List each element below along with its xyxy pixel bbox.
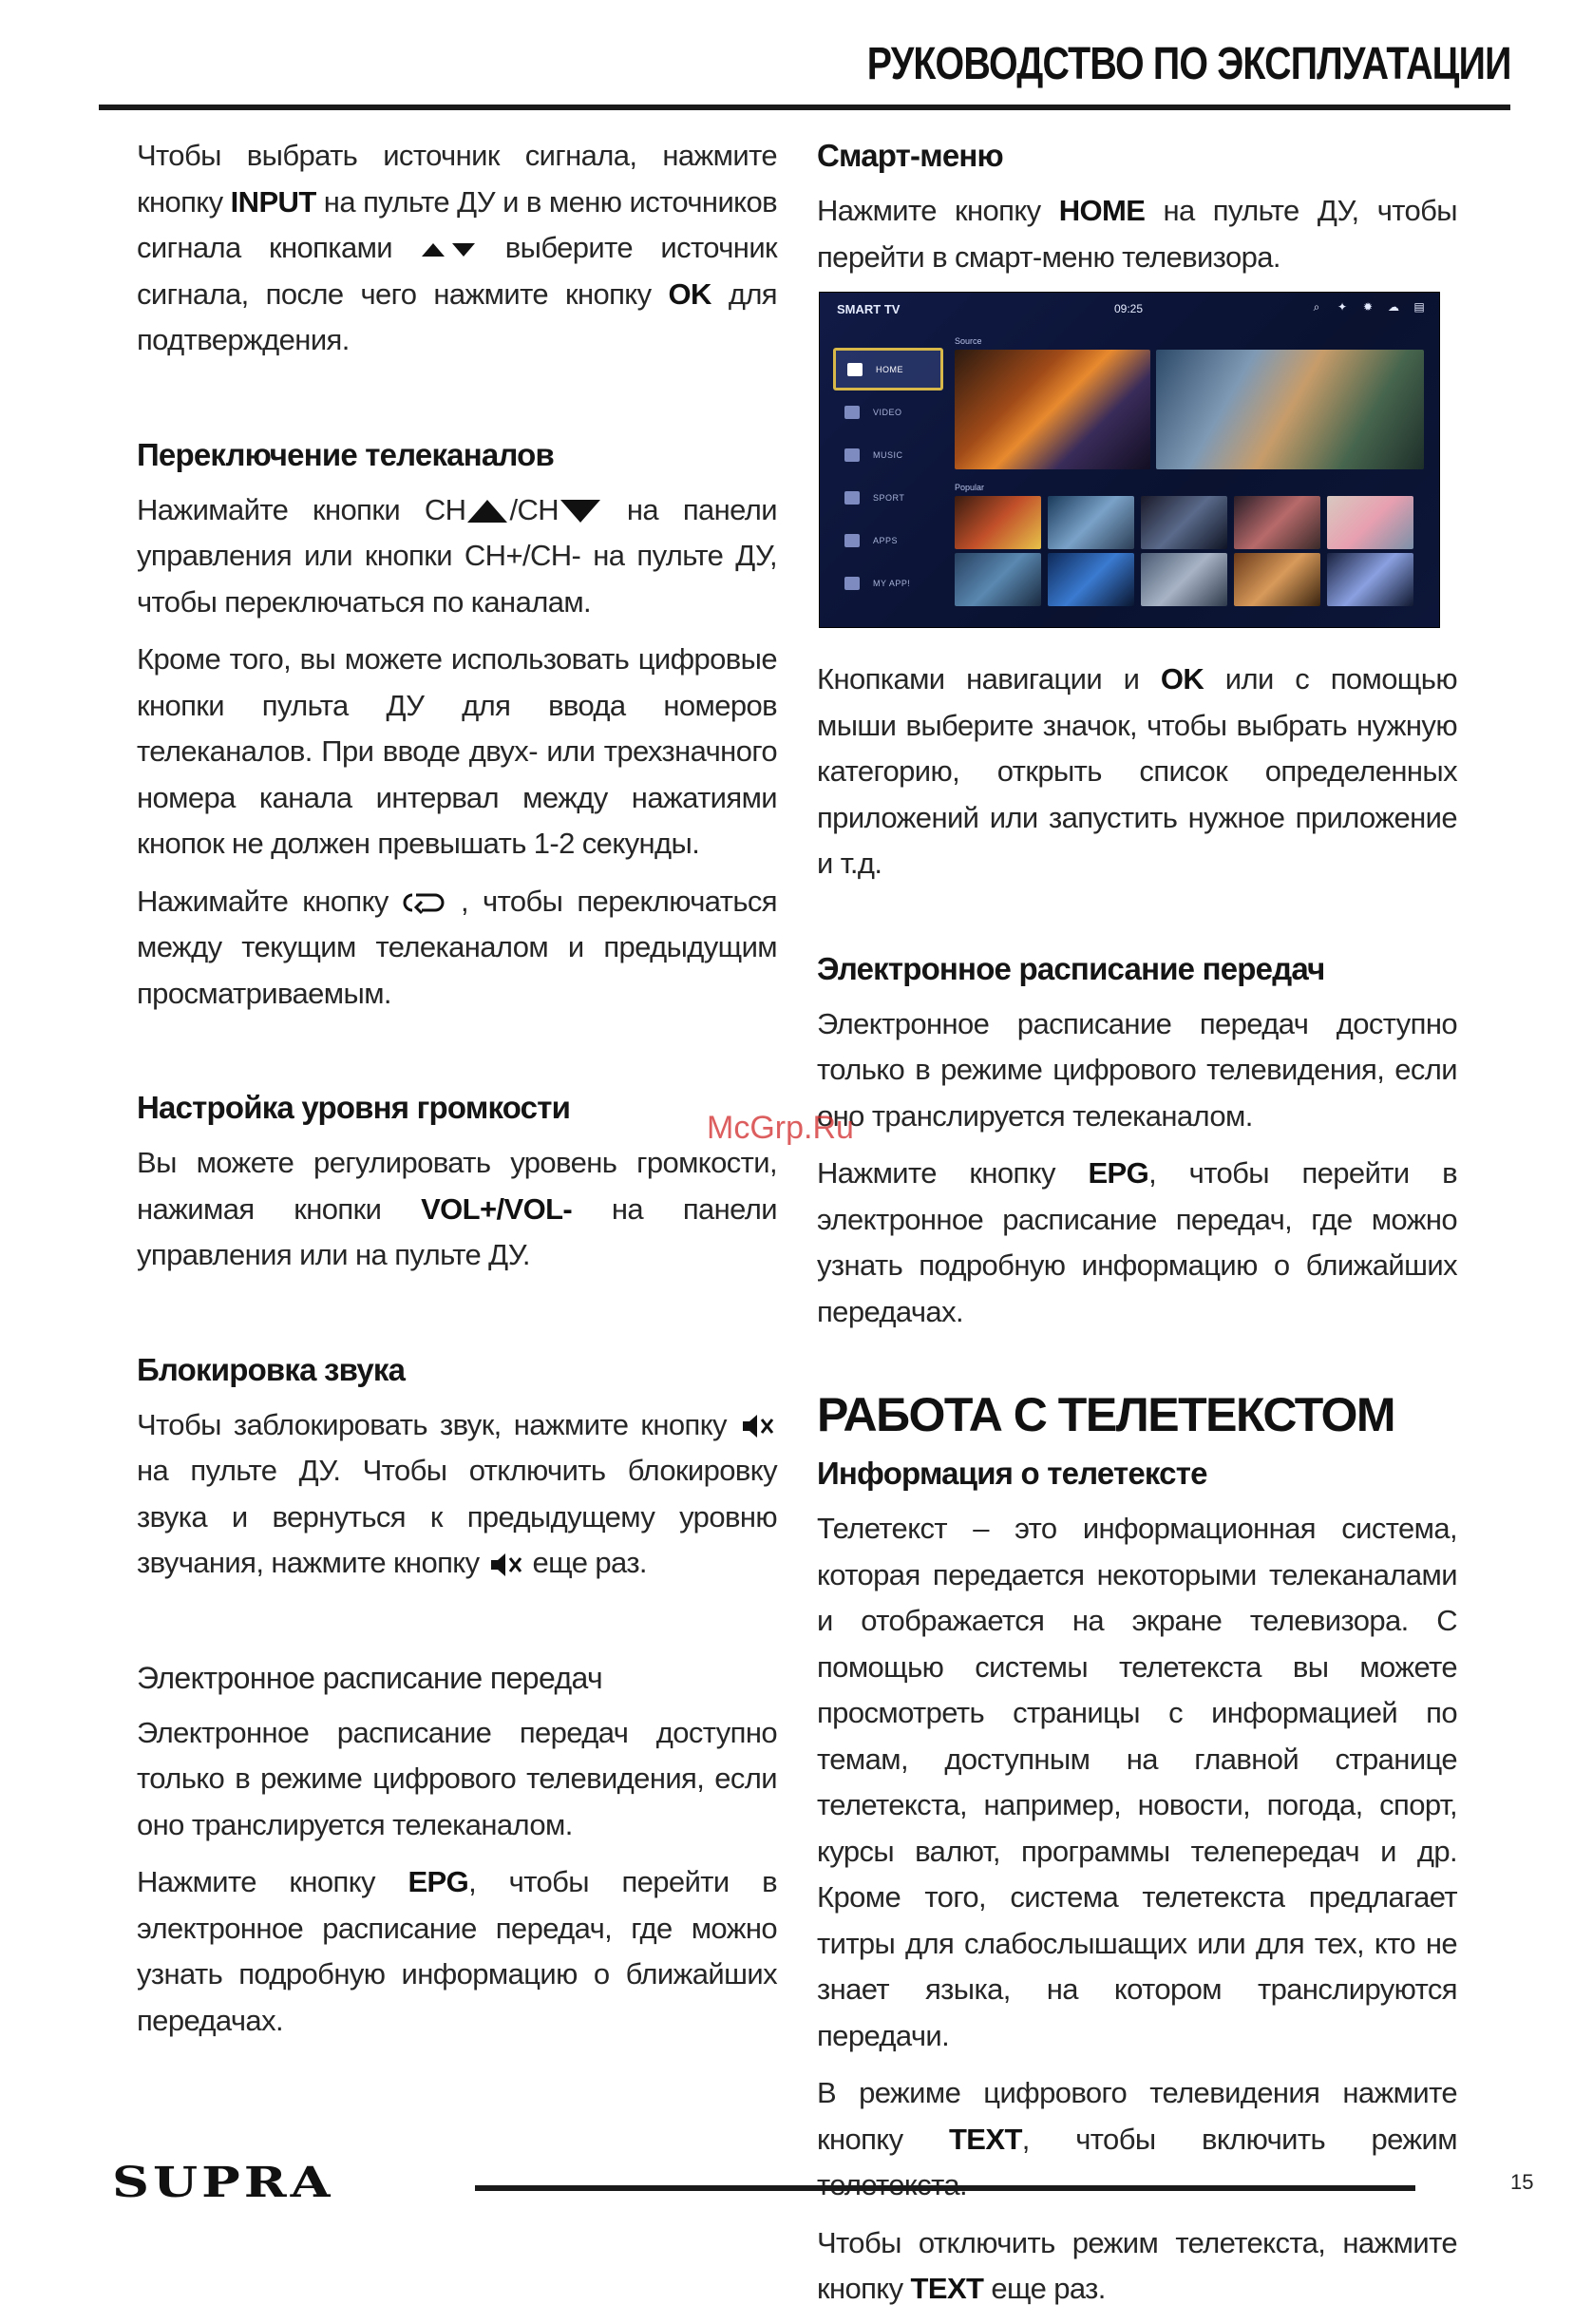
tv-menu-video: VIDEO xyxy=(833,391,943,433)
tv-popular-tile xyxy=(955,553,1041,606)
smart-menu-paragraph: Нажмите кнопку HOME на пульте ДУ, чтобы перейти в смарт-меню телевизора. xyxy=(817,194,1457,274)
tv-time: 09:25 xyxy=(1114,302,1144,315)
header-rule xyxy=(99,105,1510,110)
ok-key: OK xyxy=(1160,662,1204,695)
tv-menu-apps: APPS xyxy=(833,519,943,562)
tv-popular-tile xyxy=(955,496,1041,549)
user-icon xyxy=(844,577,860,590)
tv-popular-tile xyxy=(1234,553,1320,606)
folder-icon: ▤ xyxy=(1413,300,1425,314)
epg-heading-left: Электронное расписание передач xyxy=(137,1660,603,1695)
page-number: 15 xyxy=(1510,2170,1534,2194)
triangle-up-icon xyxy=(465,498,509,524)
smart-menu-heading: Смарт-меню xyxy=(817,138,1003,173)
epg-key: EPG xyxy=(408,1865,469,1898)
right-column xyxy=(817,133,1457,2324)
teletext-info-heading: Информация о телетексте xyxy=(817,1456,1207,1491)
up-down-arrows-icon xyxy=(420,240,477,259)
tv-source-tile xyxy=(955,350,1150,469)
tv-popular-tile xyxy=(1327,553,1413,606)
tv-popular-tile xyxy=(1048,553,1134,606)
tv-source-tile xyxy=(1156,350,1424,469)
teletext-paragraph-2: В режиме цифрового телевидения нажмите кнопку TEXT, чтобы включить режим xyxy=(817,2076,1457,2156)
recall-icon xyxy=(403,890,446,915)
tv-popular-tile xyxy=(1141,553,1227,606)
tv-menu-home: HOME xyxy=(833,348,943,391)
tv-menu-myapp: MY APP! xyxy=(833,562,943,604)
music-icon xyxy=(844,448,860,462)
gear-icon: ✹ xyxy=(1362,300,1374,314)
channels-paragraph-1: Нажимайте кнопки СН /СН на панели управления или кнопки CH+/CH- на пульте ДУ, чтобы переключаться по каналам. xyxy=(137,492,777,619)
cloud-icon: ☁ xyxy=(1388,300,1399,314)
footer-rule xyxy=(475,2185,1415,2191)
teletext-paragraph-3: Чтобы отключить режим телетекста, нажмите кнопку TEXT еще раз. xyxy=(817,2225,1457,2305)
smart-tv-screenshot xyxy=(819,292,1440,628)
tv-popular-tile xyxy=(1327,496,1413,549)
mute-icon xyxy=(739,1410,777,1442)
epg-paragraph-1-left: Электронное расписание передач доступно только в режиме цифрового телевидения, если оно транслируется телеканалом. xyxy=(137,1715,777,1841)
tv-popular-tile xyxy=(1141,496,1227,549)
tv-popular-label: Popular xyxy=(955,483,985,492)
teletext-paragraph-1: Телетекст – это информационная система, которая передается некоторыми телеканалами и отображается на экране телевизора. С помощью системы телетекста вы можете просмотреть страницы с информацией по темам, доступным на главной странице телетекста, например, новости, погода, спорт, курсы валют, программы телепередач и др. Кроме того, система телетекста предлагает титры для слабослышащих или для тех, кто не знает языка, на котором транслируются передачи. xyxy=(817,1512,1457,2052)
mute-heading: Блокировка звука xyxy=(137,1351,406,1387)
volume-heading: Настройка уровня громкости xyxy=(137,1090,571,1125)
tv-menu-sport: SPORT xyxy=(833,476,943,519)
search-icon: ⌕ xyxy=(1313,300,1320,314)
epg-paragraph-2-left: Нажмите кнопку EPG, чтобы перейти в электронное расписание передач, где можно узнать подробную информацию о ближайших передачах. xyxy=(137,1865,777,2037)
apps-icon xyxy=(844,534,860,547)
epg-paragraph-1-right: Электронное расписание передач доступно только в режиме цифрового телевидения, если оно транслируется телеканалом. xyxy=(817,1006,1457,1133)
channels-paragraph-3: Нажимайте кнопку , чтобы переключаться между текущим телеканалом и предыдущим просматриваемым. xyxy=(137,884,777,1010)
sport-icon xyxy=(844,491,860,505)
tv-status-icons xyxy=(1310,300,1426,314)
ok-key: OK xyxy=(668,276,711,311)
home-key: HOME xyxy=(1058,194,1146,227)
text-key: TEXT xyxy=(910,2272,984,2305)
signal-icon: ✦ xyxy=(1337,300,1348,314)
watermark: McGrp.Ru xyxy=(707,1110,854,1146)
left-column xyxy=(137,133,777,2055)
input-key: INPUT xyxy=(230,184,316,219)
mute-icon xyxy=(487,1549,525,1581)
mute-paragraph: Чтобы заблокировать звук, нажмите кнопку на пульте ДУ. Чтобы отключить блокировку звука и вернуться к предыдущему уровню звучания, нажмите кнопку еще раз. xyxy=(137,1407,777,1579)
footer-brand-logo: SUPRA xyxy=(112,2157,334,2207)
home-icon xyxy=(847,363,863,376)
tv-popular-tile xyxy=(1048,496,1134,549)
tv-menu-music: MUSIC xyxy=(833,433,943,476)
channels-paragraph-2: Кроме того, вы можете использовать цифровые кнопки пульта ДУ для ввода номеров телеканалов. При вводе двух- или трехзначного номера канала интервал между нажатиями кнопок не должен превышать 1-2 секунды. xyxy=(137,642,777,860)
vol-key: VOL+/VOL- xyxy=(421,1191,573,1226)
tv-brand: SMART TV xyxy=(837,302,901,316)
navigation-paragraph: Кнопками навигации и OK или с помощью мыши выберите значок, чтобы выбрать нужную категорию, открыть список определенных приложений или запустить нужное приложение и т.д. xyxy=(817,662,1457,880)
tv-side-menu xyxy=(833,348,943,604)
video-icon xyxy=(844,406,860,419)
tv-popular-tile xyxy=(1234,496,1320,549)
text-key: TEXT xyxy=(948,2122,1022,2156)
tv-top-bar xyxy=(820,293,1439,331)
channels-heading: Переключение телеканалов xyxy=(137,436,554,472)
teletext-section-title: РАБОТА С ТЕЛЕТЕКСТОМ xyxy=(817,1388,1395,1441)
volume-paragraph: Вы можете регулировать уровень громкости, нажимая кнопки VOL+/VOL- на панели управления или на пульте ДУ. xyxy=(137,1146,777,1271)
input-paragraph: Чтобы выбрать источник сигнала, нажмите кнопку INPUT на пульте ДУ и в меню источников сигнала кнопками выберите источник сигнала, после чего нажмите кнопку OK для подтверждения. xyxy=(137,139,777,356)
epg-paragraph-2-right: Нажмите кнопку EPG, чтобы перейти в электронное расписание передач, где можно узнать подробную информацию о ближайших передачах. xyxy=(817,1156,1457,1328)
epg-heading-right: Электронное расписание передач xyxy=(817,950,1325,986)
triangle-down-icon xyxy=(559,498,602,524)
epg-key: EPG xyxy=(1088,1156,1149,1190)
page-header-title: РУКОВОДСТВО ПО ЭКСПЛУАТАЦИИ xyxy=(867,39,1511,89)
tv-source-label: Source xyxy=(955,336,982,346)
